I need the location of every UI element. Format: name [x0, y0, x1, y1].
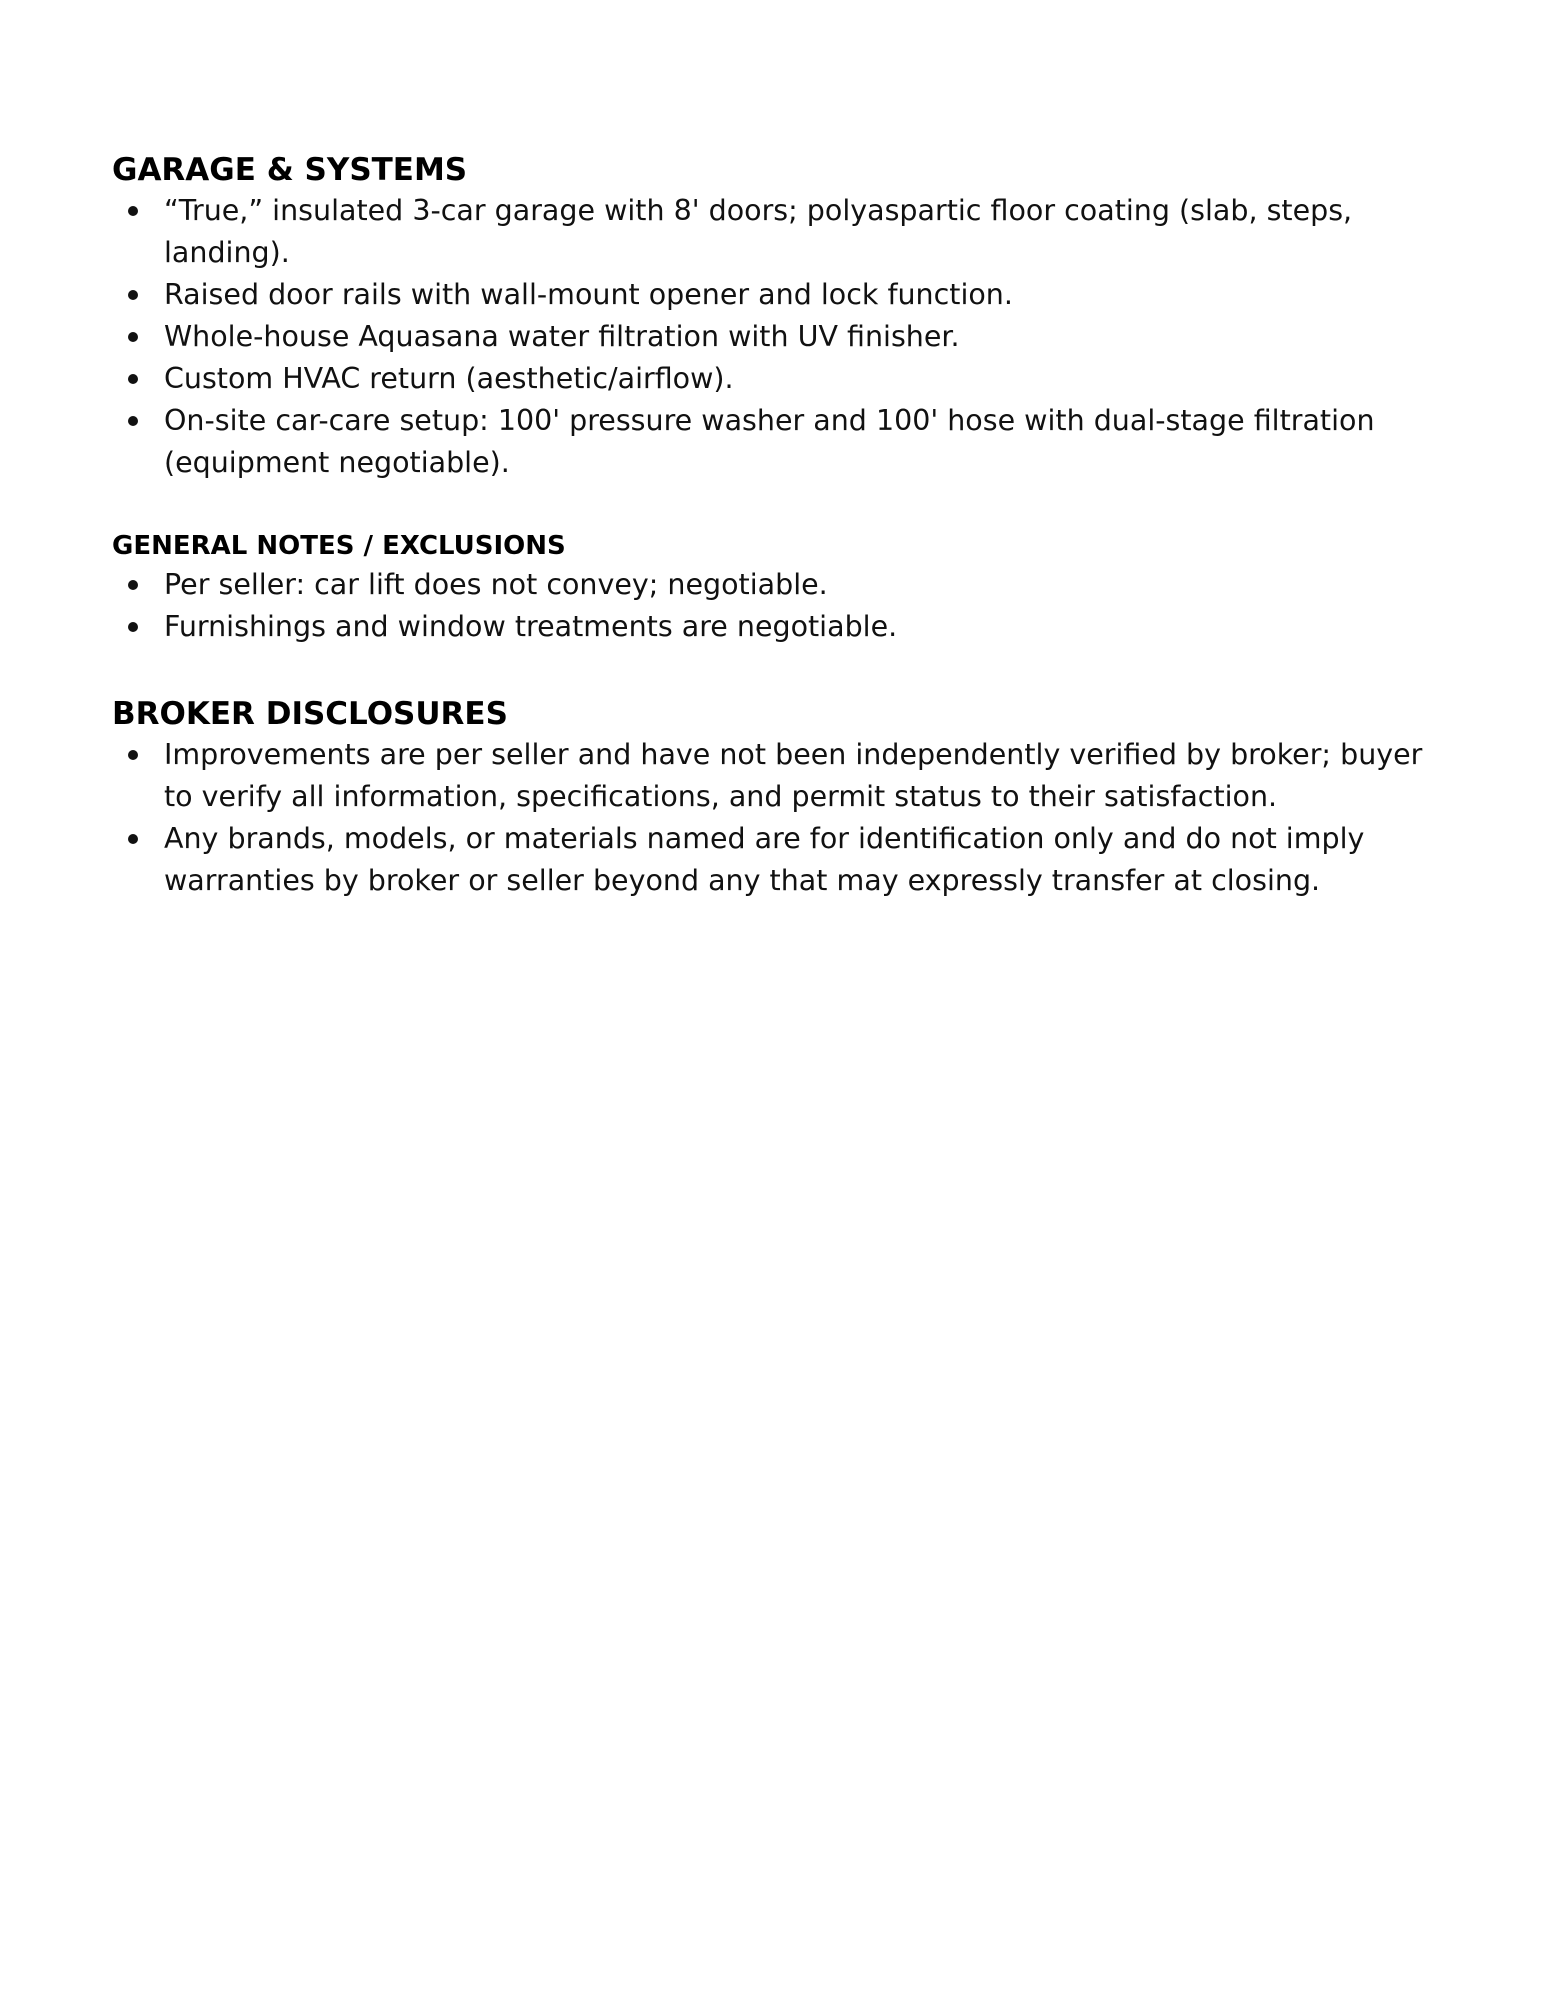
bullet-icon	[128, 580, 138, 590]
list-item	[112, 564, 1432, 606]
section-broker-disclosures	[112, 694, 1432, 902]
section-general-notes	[112, 528, 1432, 648]
bullet-icon	[128, 750, 138, 760]
list-item	[112, 190, 1432, 274]
list-item-text: On-site car-care setup: 100' pressure washer and 100' hose with dual-stage filtration (equipment negotiable).	[164, 404, 1375, 479]
list-item	[112, 316, 1432, 358]
list-item-text: “True,” insulated 3-car garage with 8' doors; polyaspartic floor coating (slab, steps, landing).	[164, 194, 1353, 269]
section-heading: GARAGE & SYSTEMS	[112, 152, 468, 188]
list-item	[112, 274, 1432, 316]
list-item-text: Raised door rails with wall-mount opener and lock function.	[164, 278, 1013, 311]
bullet-list	[112, 190, 1432, 484]
list-item-text: Any brands, models, or materials named are for identification only and do not imply warranties by broker or seller beyond any that may expressly transfer at closing.	[164, 822, 1365, 897]
list-item-text: Improvements are per seller and have not been independently verified by broker; buyer to verify all information, specifications, and permit status to their satisfaction.	[164, 738, 1423, 813]
section-garage-systems	[112, 150, 1432, 484]
list-item	[112, 358, 1432, 400]
list-item	[112, 734, 1432, 818]
bullet-icon	[128, 374, 138, 384]
bullet-icon	[128, 206, 138, 216]
list-item	[112, 818, 1432, 902]
document-page	[112, 150, 1432, 902]
bullet-icon	[128, 332, 138, 342]
list-item	[112, 606, 1432, 648]
list-item	[112, 400, 1432, 484]
section-heading: GENERAL NOTES / EXCLUSIONS	[112, 531, 566, 561]
bullet-icon	[128, 834, 138, 844]
bullet-icon	[128, 290, 138, 300]
bullet-icon	[128, 622, 138, 632]
list-item-text: Whole-house Aquasana water filtration with UV finisher.	[164, 320, 960, 353]
section-heading: BROKER DISCLOSURES	[112, 696, 508, 732]
list-item-text: Per seller: car lift does not convey; negotiable.	[164, 568, 828, 601]
bullet-list	[112, 734, 1432, 902]
bullet-icon	[128, 416, 138, 426]
bullet-list	[112, 564, 1432, 648]
list-item-text: Custom HVAC return (aesthetic/airflow).	[164, 362, 734, 395]
list-item-text: Furnishings and window treatments are negotiable.	[164, 610, 898, 643]
